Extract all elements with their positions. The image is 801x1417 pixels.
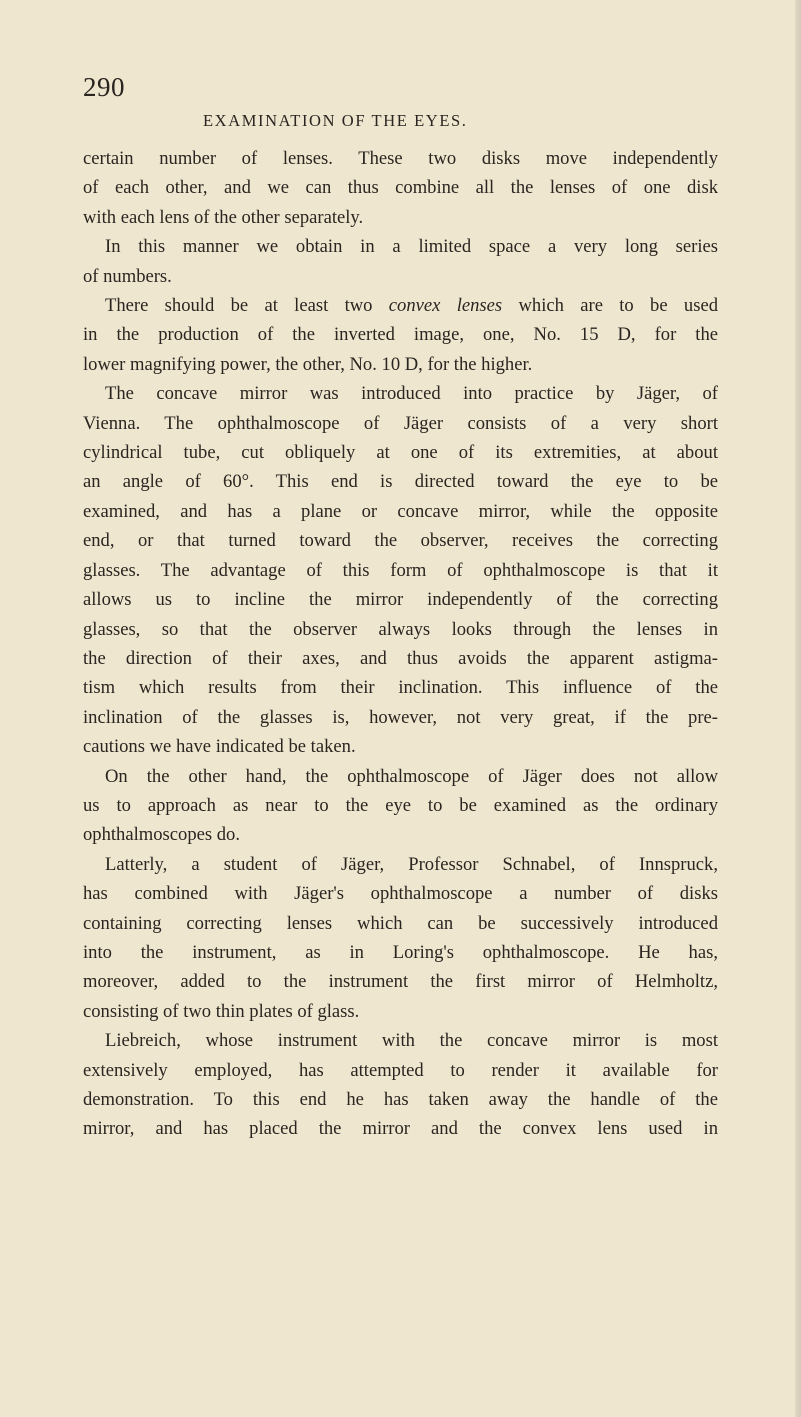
body-text [83,144,718,1144]
text-line: tism which results from their inclination. This influence of the [83,677,718,699]
text-line: of numbers. [83,265,172,287]
text-fragment: which are to be used [502,295,718,317]
text-line: in the production of the inverted image, one, No. 15 D, for the [83,324,718,346]
text-line: cylindrical tube, cut obliquely at one of its extremities, at about [83,442,718,464]
text-line: The concave mirror was introduced into practice by Jäger, of [105,383,718,405]
text-line: consisting of two thin plates of glass. [83,1000,360,1022]
page-number: 290 [83,72,125,102]
text-line: certain number of lenses. These two disks move independently [83,148,718,169]
text-line: inclination of the glasses is, however, not very great, if the pre- [83,706,718,728]
text-line: Latterly, a student of Jäger, Professor Schnabel, of Innspruck, [105,853,718,875]
italic-fragment: convex lenses [388,295,503,317]
text-line: ophthalmoscopes do. [83,824,240,846]
page-edge [795,0,801,1417]
text-fragment: There should be at least two [105,295,389,317]
text-line: glasses, so that the observer always looks through the lenses in [83,618,718,640]
text-line: extensively employed, has attempted to render it available for [83,1059,718,1081]
text-line: into the instrument, as in Loring's ophthalmoscope. He has, [83,941,718,963]
text-line: with each lens of the other separately. [83,206,364,228]
text-line: moreover, added to the instrument the first mirror of Helmholtz, [83,971,718,993]
text-line: glasses. The advantage of this form of ophthalmoscope is that it [83,559,718,581]
text-line: lower magnifying power, the other, No. 10 D, for the higher. [83,353,533,375]
text-line: an angle of 60°. This end is directed toward the eye to be [83,471,718,493]
text-line: On the other hand, the ophthalmoscope of Jäger does not allow [105,765,718,787]
text-line: of each other, and we can thus combine all the lenses of one disk [83,177,718,199]
text-line: In this manner we obtain in a limited space a very long series [105,236,718,258]
text-line: Vienna. The ophthalmoscope of Jäger consists of a very short [83,412,718,434]
running-head: EXAMINATION OF THE EYES. [203,111,468,130]
text-line: containing correcting lenses which can be successively introduced [83,912,718,934]
text-line: has combined with Jäger's ophthalmoscope a number of disks [83,883,718,905]
text-line: allows us to incline the mirror independently of the correcting [83,589,718,611]
text-line: the direction of their axes, and thus avoids the apparent astigma- [83,647,718,669]
text-line: cautions we have indicated be taken. [83,736,356,758]
text-line: examined, and has a plane or concave mirror, while the opposite [83,500,718,522]
text-line: end, or that turned toward the observer, receives the correcting [83,530,718,552]
text-line: mirror, and has placed the mirror and the convex lens used in [83,1118,718,1140]
text-line: us to approach as near to the eye to be examined as the ordinary [83,794,718,816]
text-line [83,291,718,320]
text-line: demonstration. To this end he has taken away the handle of the [83,1089,718,1110]
text-line: Liebreich, whose instrument with the concave mirror is most [105,1030,718,1052]
